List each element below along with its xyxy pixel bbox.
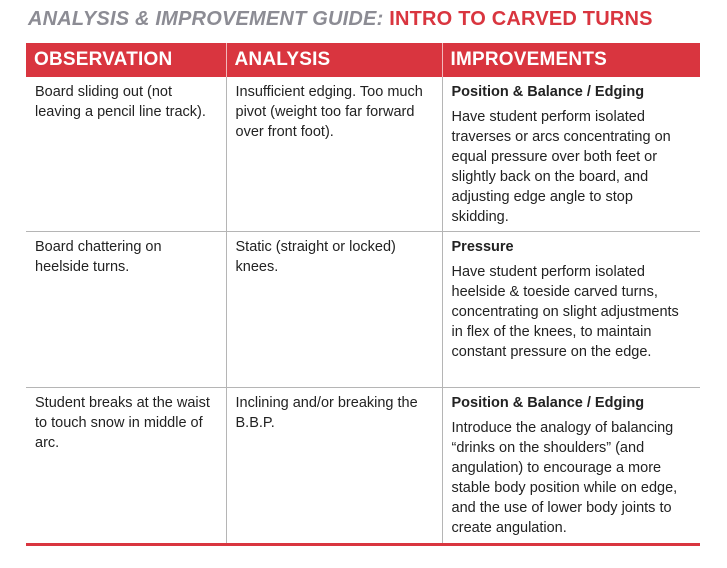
analysis-table xyxy=(26,43,700,544)
observation-cell: Student breaks at the waist to touch snow in middle of arc. xyxy=(26,388,226,544)
analysis-cell: Static (straight or locked) knees. xyxy=(226,232,442,388)
header-improvements: IMPROVEMENTS xyxy=(442,43,700,77)
guide-title-prefix: ANALYSIS & IMPROVEMENT GUIDE: xyxy=(28,8,384,30)
improvement-text: Have student perform isolated traverses or arcs concentrating on equal pressure over both feet or slightly back on the board, and adjusting edge angle to stop skidding. xyxy=(451,109,671,225)
table-row xyxy=(26,77,700,232)
table-row xyxy=(26,388,700,544)
improvement-heading: Position & Balance / Edging xyxy=(451,395,645,411)
improvement-heading: Position & Balance / Edging xyxy=(451,84,645,100)
header-analysis: ANALYSIS xyxy=(226,43,442,77)
observation-cell: Board sliding out (not leaving a pencil line track). xyxy=(26,77,226,232)
analysis-cell: Insufficient edging. Too much pivot (weight too far forward over front foot). xyxy=(226,77,442,232)
observation-cell: Board chattering on heelside turns. xyxy=(26,232,226,388)
table-header-row xyxy=(26,43,700,77)
guide-title-accent: INTRO TO CARVED TURNS xyxy=(389,8,653,30)
analysis-cell: Inclining and/or breaking the B.B.P. xyxy=(226,388,442,544)
improvement-cell xyxy=(442,388,700,544)
header-observation: OBSERVATION xyxy=(26,43,226,77)
guide-title xyxy=(28,8,653,31)
improvement-cell xyxy=(442,77,700,232)
improvement-text: Introduce the analogy of balancing “drinks on the shoulders” (and angulation) to encourage a more stable body position while on edge, and the use of lower body joints to create angulation. xyxy=(451,420,678,536)
improvement-cell xyxy=(442,232,700,388)
table-row xyxy=(26,232,700,388)
bottom-rule xyxy=(26,543,700,546)
improvement-text: Have student perform isolated heelside & toeside carved turns, concentrating on slight adjustments in flex of the knees, to maintain constant pressure on the edge. xyxy=(451,264,679,360)
improvement-heading: Pressure xyxy=(451,239,514,255)
